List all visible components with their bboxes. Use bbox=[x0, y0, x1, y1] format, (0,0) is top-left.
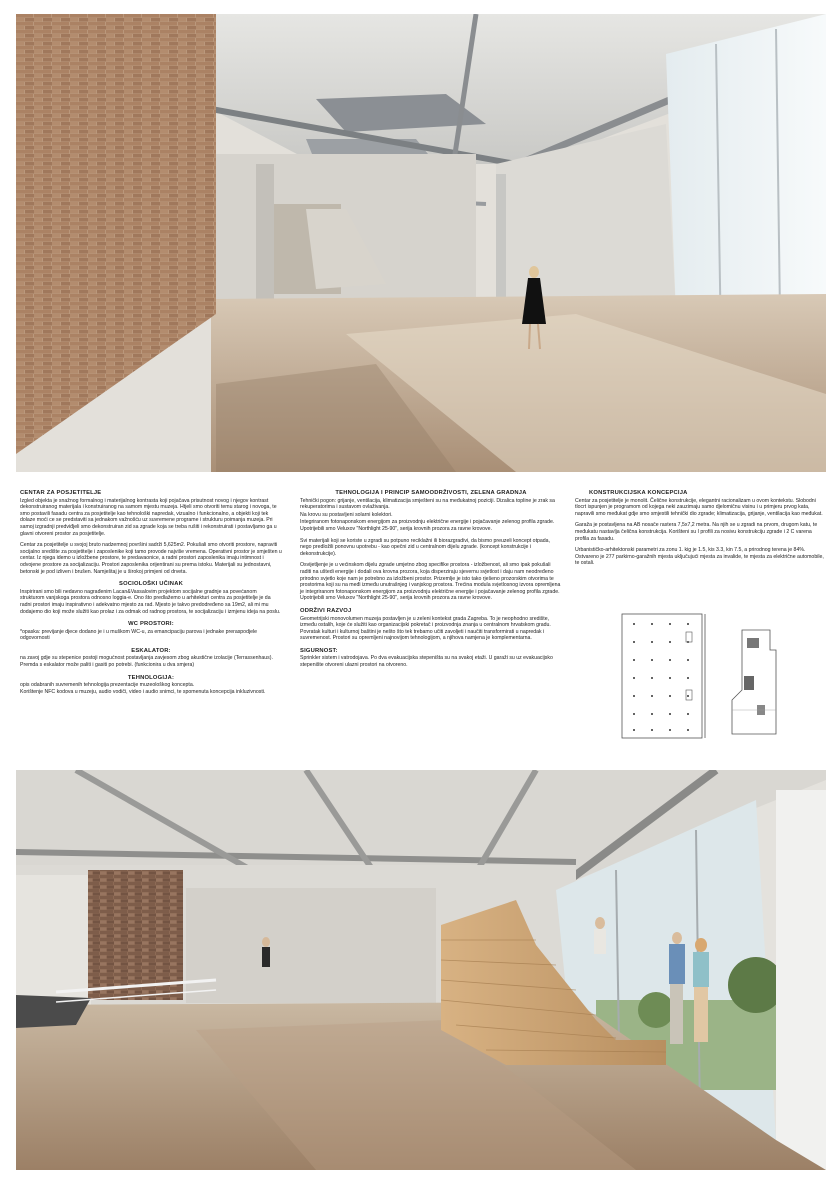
section-heading: TEHNOLOGIJA I PRINCIP SAMOODRŽIVOSTI, ZELENA GRADNJA bbox=[335, 490, 527, 496]
section-heading: KONSTRUKCIJSKA KONCEPCIJA bbox=[589, 490, 688, 496]
section-paragraph: na zavoj gdje su stepenice postoji mogućnost postavljanja zavjesom zbog akustične izolacije (Terrassenhaus). Premda s eskalator može paliti i gasiti po potrebi. (funkcionira u dva smjera) bbox=[20, 655, 273, 669]
section-paragraph: Tehnički pogon: grijanje, ventilacija, klimatizacija smješteni su na međukatnoj poziciji. Dizalica topline je zrak sa rekuperatorima i sustavom ovlaživanja. bbox=[300, 497, 555, 511]
section-structural-concept bbox=[575, 490, 827, 567]
section-paragraph: Geometrijski monovolumen muzeja postavljen je u zeleni kontekst grada Zagreba. To je neophodno središte, između ostalih, koje će služiti kao organizacijski pokretač i proizvodnja znanja u centralnom hrvatskom gradu. Povratak kulturi i kulturnoj baštini je nešto što tek trebamo učiti zavoljeti i naučiti transformirati u napredak i suvremenost. Prostori su opremljeni najnovijom tehnologijom, a njihova namjena je komplementarna. bbox=[300, 615, 551, 642]
section-paragraph: *opaska: previjanje djece dodano je i u muškom WC-u, za emancipaciju parova i jednake preraspodjele odgovornosti bbox=[20, 628, 258, 642]
section-paragraph: Garaža je postavljena na AB nosače rastera 7,5x7,2 metra. Na njih se u zgradi na prvom, drugom katu, te međukatu nastavlja čelična konstrukcija. Korišteni su I profili za nosivu konstrukciju zgrade i 2 C varena profila za fasadu. bbox=[575, 522, 818, 542]
section-heading: ODRŽIVI RAZVOJ bbox=[300, 607, 352, 614]
section-paragraph: Osvijetljenje je u većinskom dijelu zgrade umjetno zbog specifike prostora - izložbenost, ali smo ipak pokušali raditi na uštedi energije i dodali ova krovna prozora, koja disperziraju sjevernu svjetlost i daju nam neodređeno prirodno svjetlo koje nam je potrebno za izložbeni prostor. Prizemlje je isto tako rješeno prozorskim otvorima te prostorima koji su na međi između unutrašnjeg i vanjskog prostora. Trećina modula svjetlosnog izvora opremljena je integriranom fotonaponskom energijom za proizvodnju električne energije i pojačavanje zelenog profila zgrade. Upotrijebili smo Veluxov "Northlight 25-90", serija krovnih prozora za ravne krovove. bbox=[300, 562, 561, 602]
column-grid bbox=[633, 623, 689, 731]
section-sustainable-development bbox=[300, 608, 562, 642]
column-middle bbox=[300, 490, 562, 675]
column-right bbox=[575, 490, 827, 573]
section-visitor-center bbox=[20, 490, 282, 575]
section-paragraph: Korištenje NFC kodova u muzeju, audio vodiči, video i audio snimci, te spomenuta koncepcija inkluzivnosti. bbox=[20, 688, 266, 695]
section-heading: TEHNOLOGIJA: bbox=[127, 674, 175, 681]
section-paragraph: Na krovu su postavljeni solarni kolektori. bbox=[300, 511, 393, 518]
section-paragraph: Centar za posjetitelje je monolit. Čelične konstrukcije, elegantni racionalizam u ovom kontekstu. Slobodni tlocrt ispunjen je programom od kojega neki zauzimaju samo djelomičnu visinu i u primjeru prvog kata, napravili smo međukat gdje smo smjestili tehnički dio zgrade; klimatizacija, grijanje, ventilacija kao međukat. bbox=[575, 497, 823, 517]
section-wc bbox=[20, 621, 282, 642]
render-image-atrium bbox=[16, 14, 826, 472]
section-paragraph: Svi materijali koji se koriste u zgradi su potpuno reciklažni ili biorazgradivi, da bismo preuzeli koncept otpada, nego predložili ponovnu upotrebu - kao opečni zid u centralnom dijelu zgrade. (koncept konstrukcije i dekonstrukcije). bbox=[300, 537, 550, 557]
section-escalator bbox=[20, 648, 282, 669]
section-technology bbox=[20, 675, 282, 696]
section-sustainability-tech bbox=[300, 490, 562, 602]
text-area bbox=[0, 490, 840, 750]
section-sociological-effect bbox=[20, 581, 282, 615]
section-heading: WC PROSTORI: bbox=[128, 621, 174, 628]
section-paragraph: Urbanističko-arhitektonski parametri za zonu 1. kig je 1.5, kis 3.3, kin 7.5, a prirodnog terena je 84%. Ostvareno je 277 parkirno-garažnih mjesta uključujući mjesta za invalide, te mjesta za električne automobile, te ostali. bbox=[575, 547, 824, 567]
section-safety bbox=[300, 648, 562, 669]
floor-plan-drawings bbox=[592, 610, 822, 742]
section-heading: SIGURNOST: bbox=[300, 647, 338, 654]
structural-grid-icon bbox=[592, 610, 822, 742]
render-image-stair-seating bbox=[16, 770, 826, 1170]
section-heading: CENTAR ZA POSJETITELJE bbox=[20, 490, 102, 496]
section-paragraph: Izgled objekta je snažnog formalnog i materijalnog kontrasta koji pojačava prisutnost novog i njegov kontrast dekonstruiranog materijala i konstruiranog na samom mjestu muzeja. Htjeli smo otvoriti temu starog i novoga, te smo postavili fasadu centra za posjetitelje kao tehnološki napredak, vizualno i funkcionalno, a objekti koji tek dolaze moći ce se predstaviti sa jednakom važnošću uz suvremene programe i strukturu poimanja muzeja. Pri samoj izgradnji predviđjeli smo dekonstruiran zid sa zgrade koja se treba rušiti i rekonstruirati i postavljamo ga u glavni otvoreni prostor za posjetitelje. bbox=[20, 497, 277, 537]
section-heading: ESKALATOR: bbox=[131, 647, 171, 654]
section-heading: SOCIOLOŠKI UČINAK bbox=[119, 581, 183, 588]
section-paragraph: Integriranom fotonaponskom energijom za proizvodnju električne energije i pojačavanje zelenog profila zgrade. Upotrijebili smo Veluxov "Northlight 25-90", serija krovnih prozora za ravne krovove. bbox=[300, 519, 555, 532]
column-left bbox=[20, 490, 282, 701]
section-paragraph: Centar za posjetitelje u svojoj bruto nadzemnoj površini sadrži 5,625m2. Pokušali smo otvoriti prostore, napraviti socijalno središte za posjetitelje i zaposlenike koji tamo provode najviše vremena. Operativni prostor je smješten u centar. Iz njega idemo u izložbene prostore, te predavaonice, a radni prostori zaposlenika imaju intimnost i odvojene prostore za socijalizaciju. Prostori zaposlenika orijentirani su prema istoku. Materijali su jednostavni, betonski je pod izliven i brušen. Namještaj je u širokoj primjeni od drveta. bbox=[20, 542, 282, 575]
section-paragraph: Sprinkler sistem i vatrodojava. Po dva evakuacijska stepeništa su na svakoj etaži. U garaži su uz evakuacijsko stepenište otvoreni ulazni prostori na otvoreno. bbox=[300, 655, 553, 669]
section-paragraph: Inspirirani smo bili nedavno nagrađenim Lacan&Vassalovim projektom socijalne gradnje sa povećanom strukturom vanjskoga prostora odnosno loggia-e. Ono što predlažemo u arhitekturi centra za posjetitelje je da radni prostori imaju inspirativno i adekvatno mjesto za rad. Mjesto je takvo predodređeno sa 19m2, ali mi mu dodajemo dio koji može služiti kao prolaz i za odmak od radnog prostora, te socijalizaciju i izmjenu ideja na poslu. bbox=[20, 588, 281, 615]
section-paragraph: opis odabranih suvremenih tehnologija prezentacije muzeološkog koncepta. bbox=[20, 682, 195, 689]
